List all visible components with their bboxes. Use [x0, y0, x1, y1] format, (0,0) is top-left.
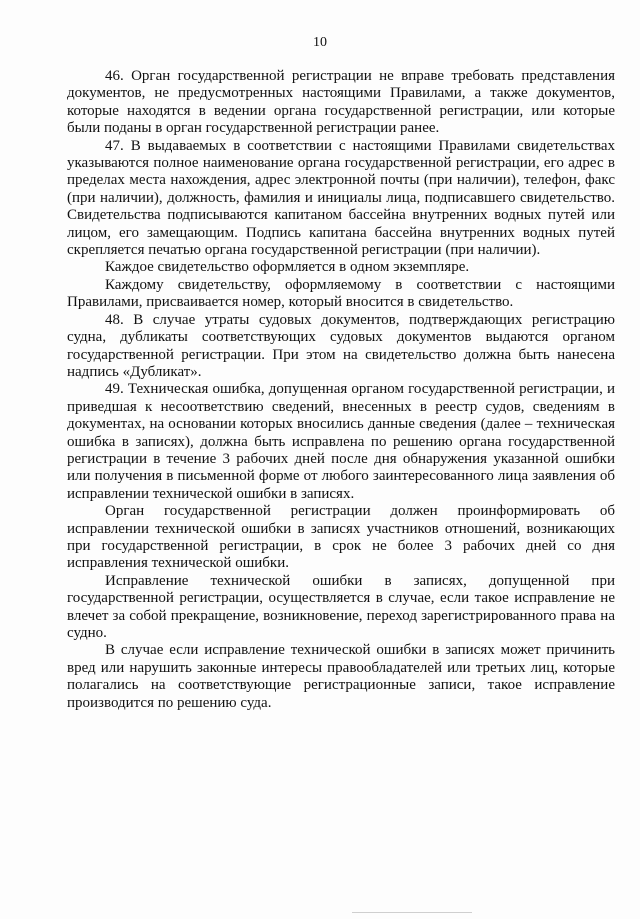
paragraph-47: 47. В выдаваемых в соответствии с настоящими Правилами свидетельствах указываются полное наименование органа государственной регистрации, его адрес в пределах места нахождения, адрес электронной почты (при наличии), телефон, факс (при наличии), должность, фамилия и инициалы лица, подписавшего свидетельство. Свидетельства подписываются капитаном бассейна внутренних водных путей или лицом, его замещающим. Подпись капитана бассейна внутренних водных путей скрепляется печатью органа государственной регистрации (при наличии). [67, 137, 615, 259]
paragraph-47-number: Каждому свидетельству, оформляемому в соответствии с настоящими Правилами, присваивается номер, который вносится в свидетельство. [67, 276, 615, 311]
paragraph-49: 49. Техническая ошибка, допущенная органом государственной регистрации, и приведшая к несоответствию сведений, внесенных в реестр судов, сведениям в документах, на основании которых вносились данные сведения (далее – техническая ошибка в записях), должна быть исправлена по решению органа государственной регистрации в течение 3 рабочих дней после дня обнаружения указанной ошибки или получения в письменной форме от любого заинтересованного лица заявления об исправлении технической ошибки в записях. [67, 381, 615, 502]
paragraph-46: 46. Орган государственной регистрации не вправе требовать представления документов, не предусмотренных настоящими Правилами, а также документов, которые находятся в ведении органа государственной регистрации, или которые были поданы в орган государственной регистрации ранее. [67, 68, 615, 137]
paragraph-49-correction: Исправление технической ошибки в записях, допущенной при государственной регистрации, осуществляется в случае, если такое исправление не влечет за собой прекращение, возникновение, переход зарегистрированного права на судно. [67, 572, 615, 641]
paragraph-49-court: В случае если исправление технической ошибки в записях может причинить вред или нарушить законные интересы правообладателей или третьих лиц, которые полагались на соответствующие регистрационные записи, такое исправление производится по решению суда. [67, 642, 615, 711]
document-body [67, 68, 615, 712]
paragraph-47-copies: Каждое свидетельство оформляется в одном экземпляре. [105, 259, 470, 276]
paragraph-49-inform: Орган государственной регистрации должен проинформировать об исправлении технической ошибки в записях участников отношений, возникающих при государственной регистрации, в срок не более 3 рабочих дней со дня исправления технической ошибки. [67, 503, 615, 572]
page-number: 10 [313, 35, 327, 50]
scan-edge-mark [352, 912, 472, 913]
paragraph-48: 48. В случае утраты судовых документов, подтверждающих регистрацию судна, дубликаты соответствующих судовых документов выдаются органом государственной регистрации. При этом на свидетельство должна быть нанесена надпись «Дубликат». [67, 311, 615, 380]
